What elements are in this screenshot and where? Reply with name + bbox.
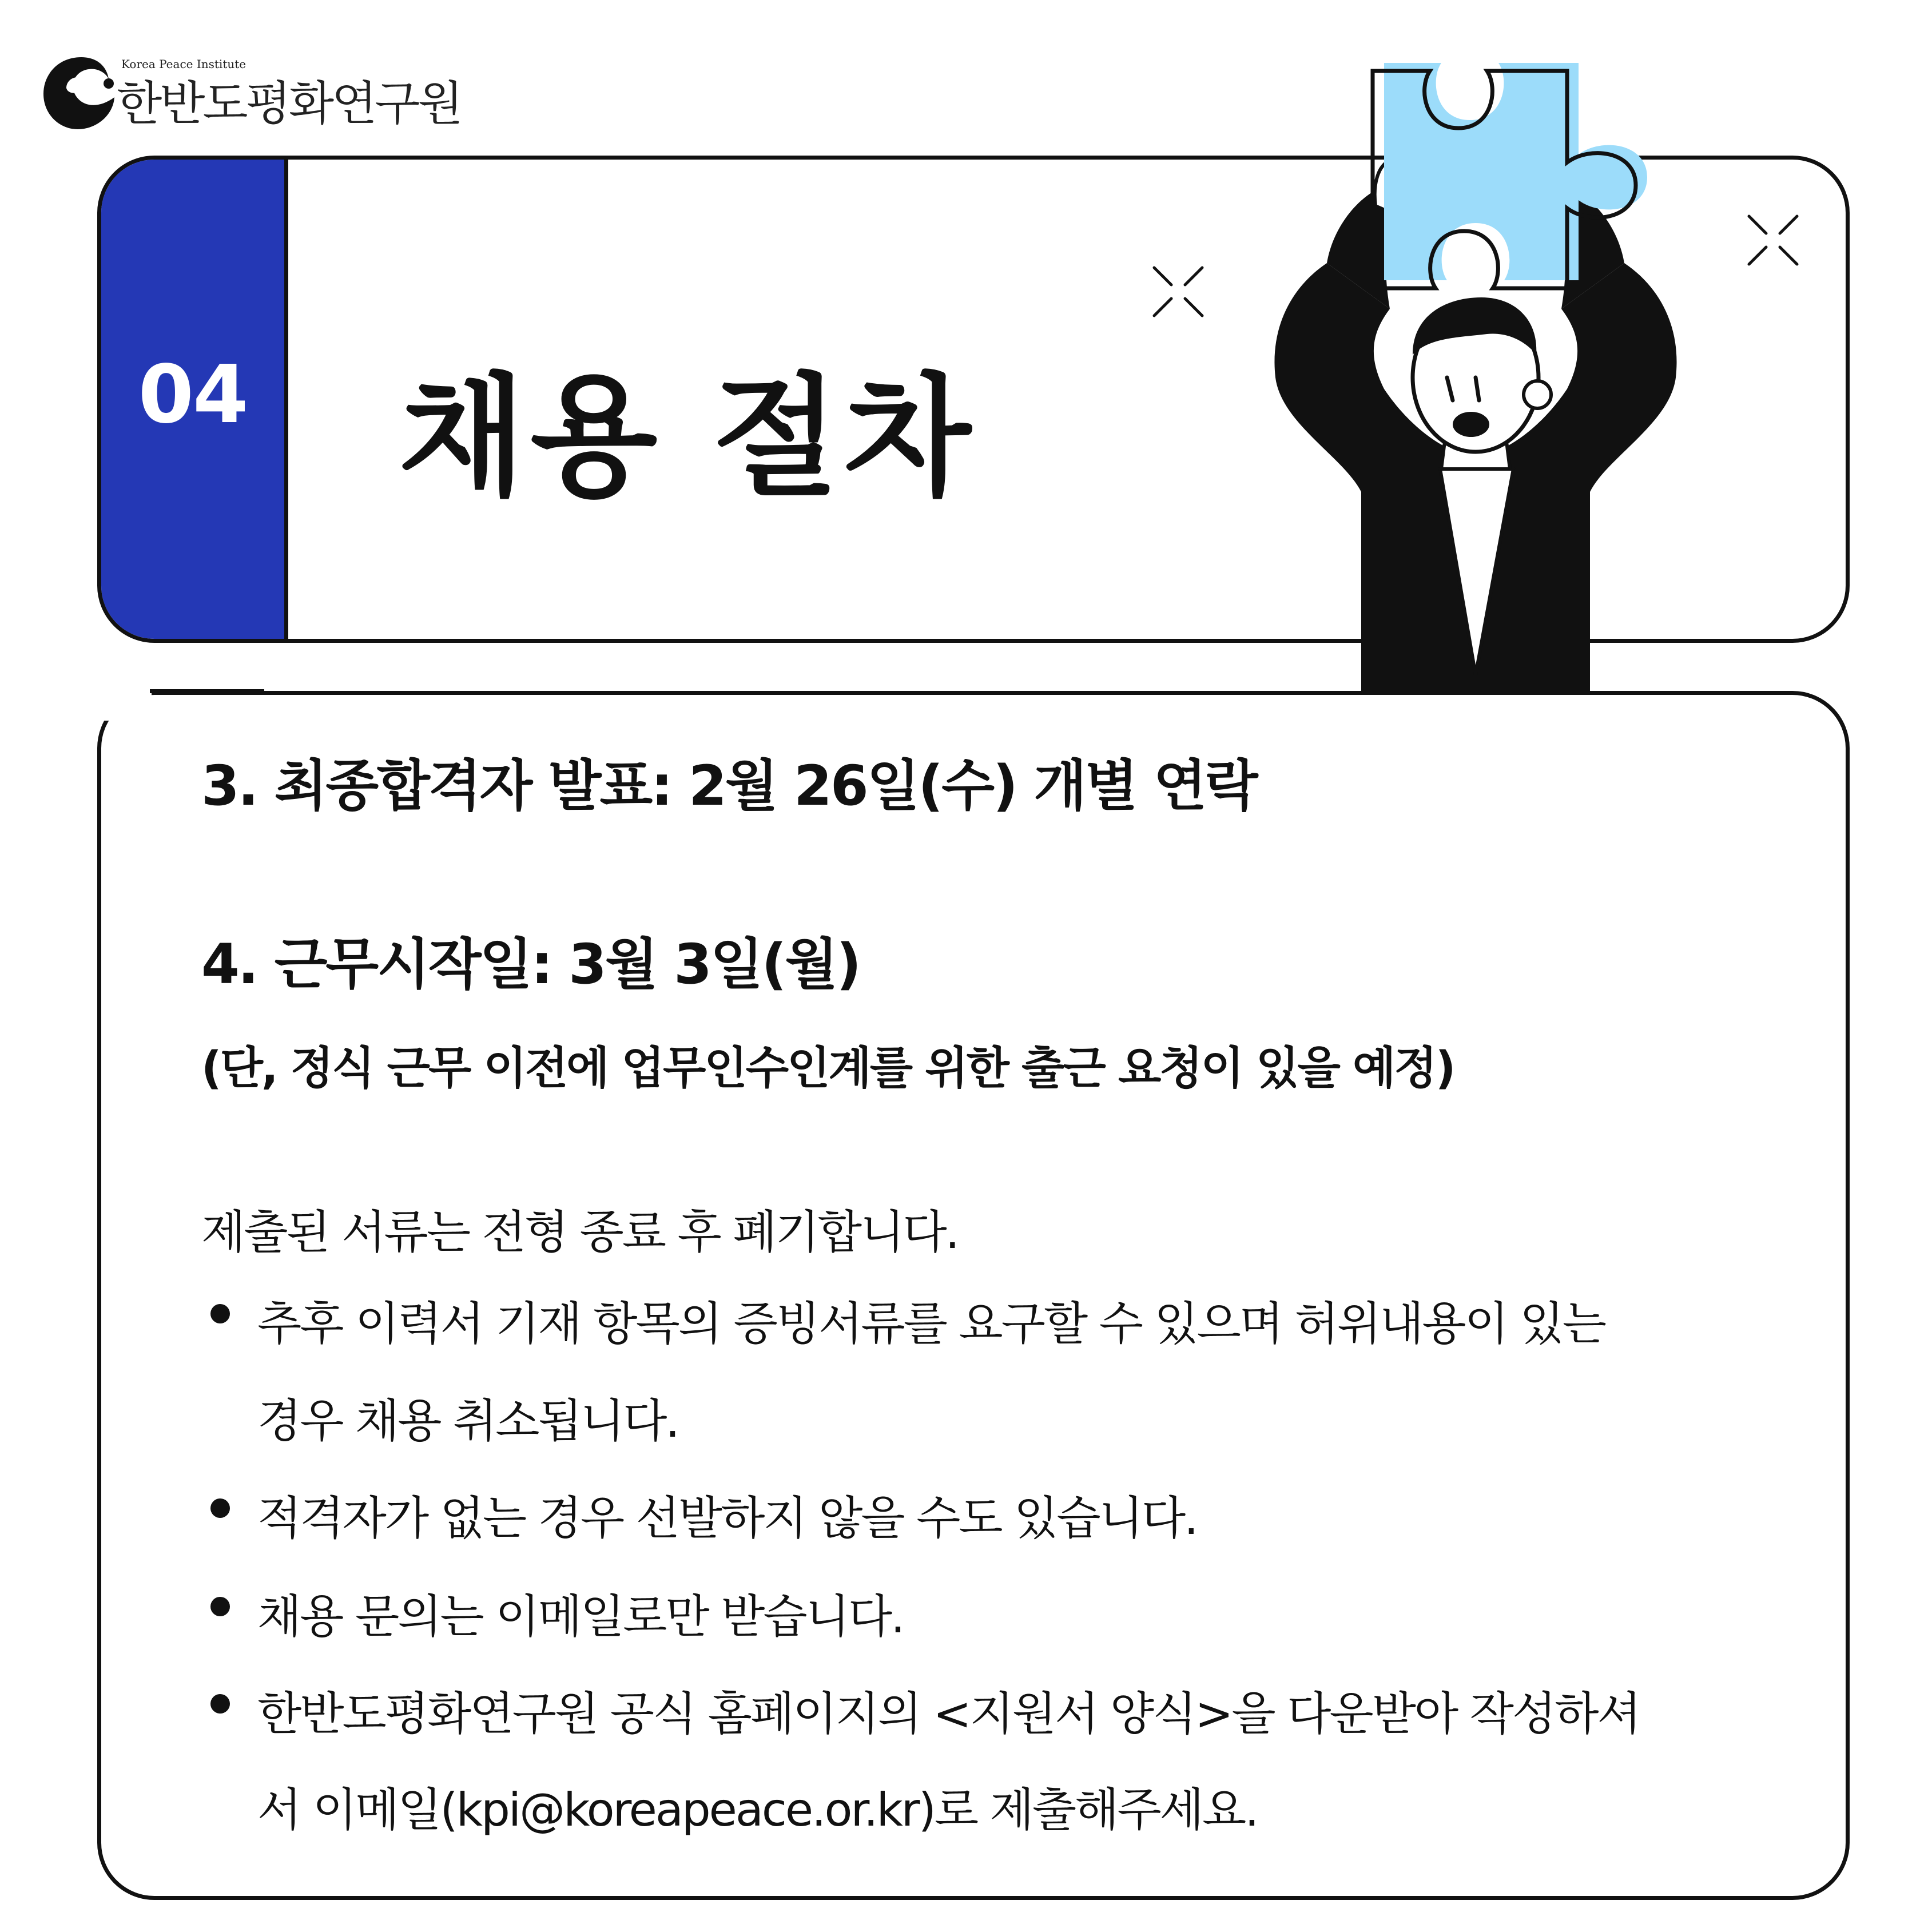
org-logo (41, 53, 461, 133)
step-final-announcement: 3. 최종합격자 발표: 2월 26일(수) 개별 연락 (201, 754, 1257, 818)
logo-english-name: Korea Peace Institute (121, 57, 247, 71)
bullet-icon (210, 1304, 230, 1323)
document-disposal-notice: 제출된 서류는 전형 종료 후 폐기합니다. (201, 1206, 959, 1259)
list-item-text: 채용 문의는 이메일로만 받습니다. (257, 1590, 904, 1643)
start-date-note: (단, 정식 근무 이전에 업무인수인계를 위한 출근 요청이 있을 예정) (201, 1043, 1454, 1094)
list-item-text-cont: 경우 채용 취소됩니다. (257, 1394, 678, 1448)
man-holding-puzzle-piece-icon (1258, 57, 1693, 693)
list-item-text: 적격자가 없는 경우 선발하지 않을 수도 있습니다. (257, 1492, 1197, 1545)
section-number: 04 (138, 348, 248, 442)
step-start-date: 4. 근무시작일: 3월 3일(월) (201, 932, 860, 996)
bullet-icon (210, 1694, 230, 1714)
sparkle-icon (1150, 263, 1207, 320)
page-title: 채용 절차 (399, 361, 976, 514)
bullet-icon (210, 1498, 230, 1518)
card-top-border (150, 689, 264, 693)
sparkle-icon (1744, 212, 1802, 269)
card-corner-gap (86, 681, 152, 721)
kpi-brush-logo-icon (41, 53, 121, 133)
section-number-panel (101, 160, 288, 639)
bullet-icon (210, 1597, 230, 1616)
list-item-text: 한반도평화연구원 공식 홈페이지의 <지원서 양식>을 다운받아 작성하셔 (257, 1687, 1640, 1740)
list-item-text-cont: 서 이메일(kpi@koreapeace.or.kr)로 제출해주세요. (257, 1783, 1258, 1836)
logo-korean-name: 한반도평화연구원 (117, 77, 461, 131)
list-item-text: 추후 이력서 기재 항목의 증빙서류를 요구할 수 있으며 허위내용이 있는 (257, 1297, 1605, 1350)
